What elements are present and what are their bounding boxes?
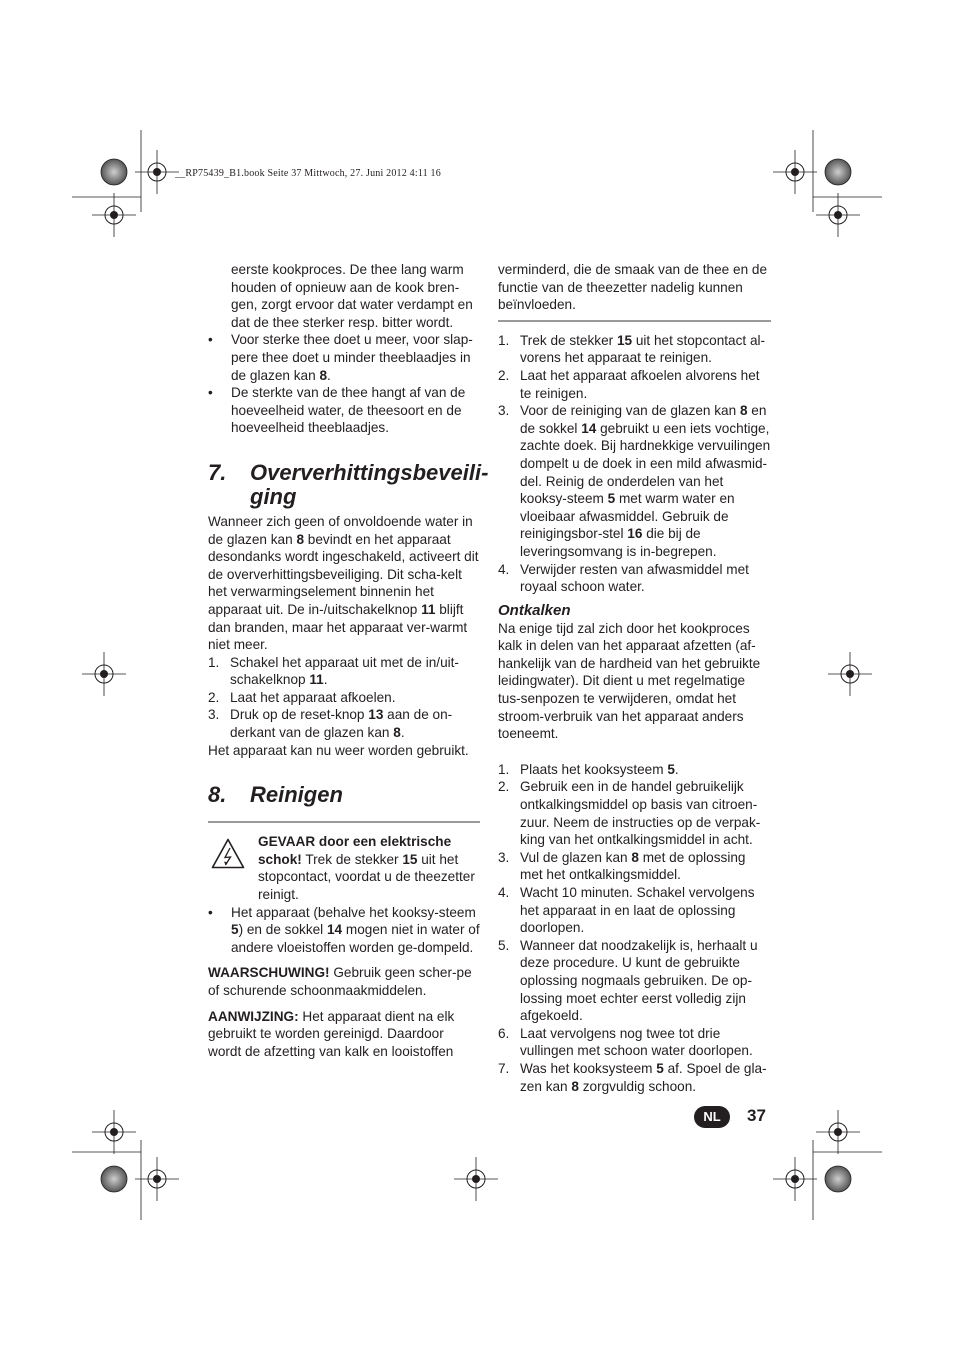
- intro-continuation: eerste kookproces. De thee lang warm houden of opnieuw aan de kook bren-gen, zorgt ervoor dat water verdampt en dat de thee sterker resp. bitter wordt.: [231, 262, 473, 330]
- numbered-step: 4. Wacht 10 minuten. Schakel vervolgens het apparaat in en laat de oplossing doorlopen.: [498, 885, 755, 936]
- warning-electric-icon: [211, 838, 245, 869]
- section-divider: [208, 821, 480, 823]
- bullet-item: • Het apparaat (behalve het kooksy-steem 5) en de sokkel 14 mogen niet in water of andere vloeistoffen worden ge-dompeld.: [208, 904, 480, 955]
- ontkalken-heading: Ontkalken: [498, 601, 571, 619]
- numbered-step: 3. Vul de glazen kan 8 met de oplossing met het ontkalkingsmiddel.: [498, 849, 746, 883]
- language-badge: NL: [694, 1106, 730, 1128]
- reset-closing-text: Het apparaat kan nu weer worden gebruikt.: [208, 742, 469, 758]
- bullet-marker: •: [208, 385, 213, 401]
- page-number: 37: [747, 1106, 766, 1125]
- numbered-step: 1. Schakel het apparaat uit met de in/uit-schakelknop 11.: [208, 654, 459, 688]
- numbered-step: 3. Druk op de reset-knop 13 aan de on-derkant van de glazen kan 8.: [208, 707, 453, 741]
- warning-paragraph: WAARSCHUWING! Gebruik geen scher-pe of schurende schoonmaakmiddelen.: [208, 965, 472, 998]
- section-8-heading: [208, 783, 480, 807]
- section-title-line2: ging: [250, 483, 297, 509]
- numbered-step: 6. Laat vervolgens nog twee tot drie vullingen met schoon water doorlopen.: [498, 1025, 753, 1059]
- numbered-step: 2. Gebruik een in de handel gebruikelijk ontkalkingsmiddel op basis van citroen-zuur. Neem de instructies op de verpak-king van het ontkalkingsmiddel in acht.: [498, 779, 761, 848]
- print-header-line: __RP75439_B1.book Seite 37 Mittwoch, 27. Juni 2012 4:11 16: [175, 168, 441, 179]
- section-title-line1: Oververhittingsbeveili-: [250, 459, 489, 485]
- numbered-step: 5. Wanneer dat noodzakelijk is, herhaalt u deze procedure. U kunt de gebruikte oplossing nogmaals gebruiken. De op-lossing moet echter eerst volledig zijn afgekoeld.: [498, 937, 758, 1024]
- overheat-paragraph: Wanneer zich geen of onvoldoende water in de glazen kan 8 bevindt en het apparaat desondanks wordt ingeschakeld, activeert dit de oververhittingsbeveiliging. Dit scha-kelt het verwarmingselement binnenin het apparaat uit. De in-/uitschakelknop 11 blijft dan branden, maar het apparaat ver-warmt niet meer.: [208, 513, 479, 653]
- note-paragraph: AANWIJZING: Het apparaat dient na elk gebruikt te worden gereinigd. Daardoor wordt de afzetting van kalk en looistoffen: [208, 1008, 455, 1059]
- numbered-step: 2. Laat het apparaat afkoelen alvorens het te reinigen.: [498, 367, 760, 401]
- numbered-step: 4. Verwijder resten van afwasmiddel met royaal schoon water.: [498, 561, 749, 595]
- numbered-step: 7. Was het kooksysteem 5 af. Spoel de gla-zen kan 8 zorgvuldig schoon.: [498, 1060, 767, 1094]
- left-column: [208, 261, 489, 1060]
- cleaning-continuation: verminderd, die de smaak van de thee en de functie van de theezetter nadelig kunnen beïnvloeden.: [498, 262, 768, 313]
- section-title: Reinigen: [250, 782, 343, 808]
- section-number: 8.: [208, 782, 227, 808]
- numbered-step: 1. Plaats het kooksysteem 5.: [498, 761, 679, 777]
- bullet-item: • Voor sterke thee doet u meer, voor slap-pere thee doet u minder theeblaadjes in de glazen kan 8.: [208, 332, 473, 383]
- section-number: 7.: [208, 459, 227, 485]
- danger-notice: GEVAAR door een elektrische schok! Trek de stekker 15 uit het stopcontact, voordat u de theezetter reinigt.: [208, 833, 480, 903]
- bullet-item: • De sterkte van de thee hangt af van de hoeveelheid water, de theesoort en de hoeveelheid theeblaadjes.: [208, 385, 466, 436]
- numbered-step: 3. Voor de reiniging van de glazen kan 8 en de sokkel 14 gebruikt u een iets vochtige, zachte doek. Bij hardnekkige vervuilingen dompelt u de doek in een mild afwasmid-del. Reinig de onderdelen van het kooksy-steem 5 met warm water en vloeibaar afwasmiddel. Gebruik de reinigingsbor-stel 16 die bij de leveringsomvang is in-begrepen.: [498, 403, 771, 559]
- bullet-marker: •: [208, 904, 213, 920]
- numbered-step: 1. Trek de stekker 15 uit het stopcontact al-vorens het apparaat te reinigen.: [498, 332, 766, 366]
- section-7-heading: [208, 459, 489, 509]
- right-column: [498, 261, 771, 1095]
- ontkalken-paragraph: Na enige tijd zal zich door het kookproces kalk in delen van het apparaat afzetten (af-hankelijk van de hardheid van het gebruikte leidingwater). Dit dient u met regelmatige tus-senpozen te verwijderen, omdat het stroom-verbruik van het apparaat anders toeneemt.: [498, 620, 761, 742]
- numbered-step: 2. Laat het apparaat afkoelen.: [208, 689, 396, 705]
- section-divider: [498, 320, 771, 322]
- bullet-marker: •: [208, 332, 213, 348]
